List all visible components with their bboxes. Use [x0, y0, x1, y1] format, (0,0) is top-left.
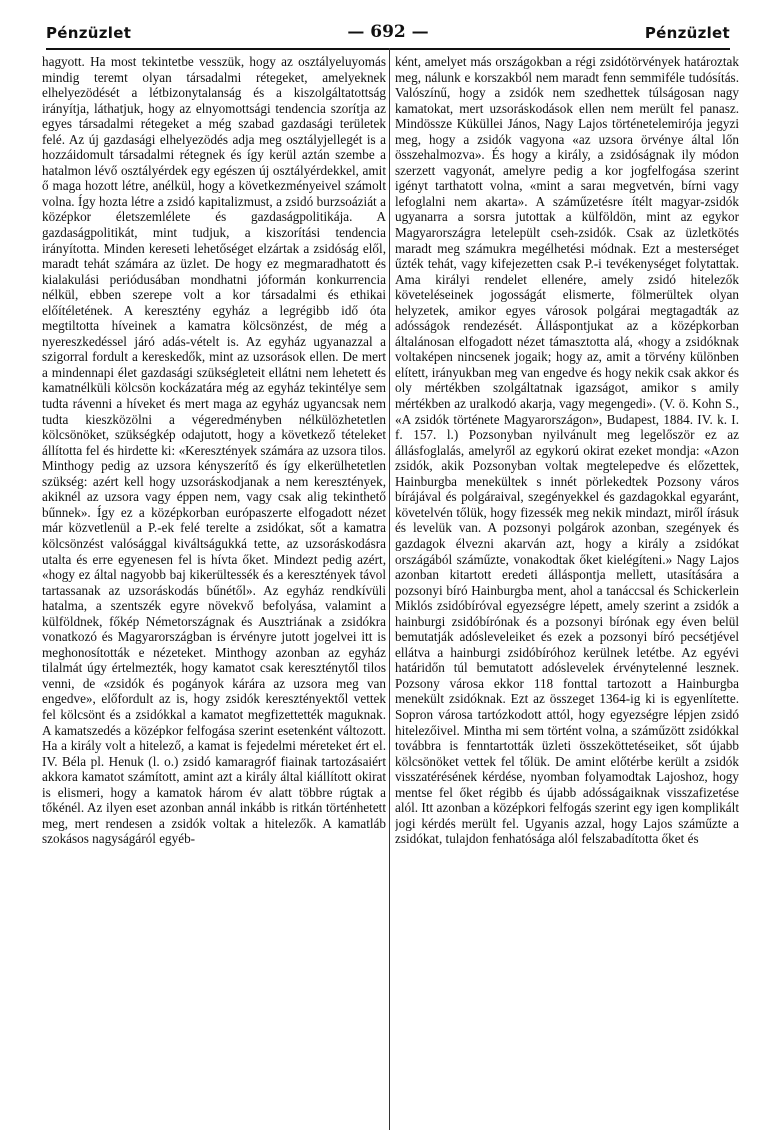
- column-divider: [389, 48, 390, 1130]
- running-header: [46, 22, 730, 48]
- header-right-title: Pénzüzlet: [644, 24, 730, 42]
- left-column: [42, 54, 386, 1128]
- right-column: [395, 54, 739, 1128]
- header-rule: [46, 48, 730, 50]
- left-column-text: hagyott. Ha most tekintetbe vesszük, hogy az osztályeluyomás mindig teremt olyan társadalmi rétegeket, amelyeknek elhelyezödését a létbizonytalanság és a kiszolgáltatottság irányítja, láthatjuk, hogy az elnyomottsági tendencia szorítja az egyes társadalmi rétegeket a még szabad gazdasági területek felé. Az új gazdasági elhelyezödés adja meg osztályjellegét is a hozzáidomult társadalmi rétegnek és így kerül aztán szembe a hatalmon lévő osztályérdek egy egészen új osztályérdekkel, amit ő maga hozott létre, anélkül, hogy a következményeivel számolt volna. Így hozta létre a zsidó kapitalizmust, a zsidó burzsoáziát a középkor életszemlélete és gazdaságpolitikája. A gazdaságpolitikát, mint tudjuk, a kiszorítási tendencia irányította. Minden kereseti lehetőséget elzártak a zsidóság elől, maradt tehát számára az üzlet. De hogy ez megmaradhatott és kialakulási periódusában mondhatni jóformán konkurrencia nélkül, ebben szerepe volt a kor társadalmi és ethikai előítéletének. A keresztény egyház a legrégibb idő óta megtiltotta híveinek a kamatra kölcsönzést, de még a nyereszkedéssel járó adás-vételt is. Az egyház ugyanazzal a szigorral fordult a kereskedők, mint az uzsorások ellen. De mert a mindennapi élet gazdasági szükségleteit ellátni nem lehetett és kamatnélküli kölcsön kockázatára még az egyház tekintélye sem tudta rávenni a híveket és mert maga az egyház ugyancsak nem tudta kieszközölni a végeredményben nélkülözhetetlen kölcsönöket, szükségkép odajutott, hogy a következő tételeket állította fel és hirdette ki: «Keresztények számára az uzsora tilos. Minthogy pedig az uzsora kényszerítő és így elkerülhetetlen szükség: azért kell hogy uzsoráskodjanak a nem keresztények, akiknél az uzsora vagy éppen nem, vagy csak alig tekinthető bűnnek». Így ez a középkorban európaszerte elfogadott nézet már közvetlenül a P.-ek felé terelte a zsidókat, sőt a kamatra kölcsönzést valósággal kiváltságukká tette, az uzsoráskodásra utalta és erre egyenesen fel is hívta őket. Mindezt pedig azért, «hogy ez által nagyobb baj kikerültessék és a keresztények távol tartassanak az uzsoráskodás bűnétől». Az egyház rendkívüli hatalma, a szentszék egyre növekvő befolyása, valamint a külföldnek, főkép Németországnak és Ausztriának a zsidókra vonatkozó és Magyarországban is érvényre jutott jogelvei itt is meghonosították e nézeteket. Minthogy azonban az egyház tilalmát úgy értelmezték, hogy kamatot csak kereszténytől tilos venni, de «zsidók és pogányok kárára az uzsora meg van engedve», előfordult az is, hogy zsidók keresztényektől vettek fel kölcsönt és a zsidókkal a kamatot megfizettették maguknak. A kamatszedés a középkor felfogása szerint esetenként változott. Ha a király volt a hitelező, a kamat is fejedelmi méreteket ért el. IV. Béla pl. Henuk (l. o.) zsidó kamaragróf fiainak tartozásaiért akkora kamatot számított, amint azt a király által kiállított okirat is elismeri, hogy a kamatok három év alatt többre rúgtak a tőkénél. Az ilyen eset azonban annál inkább is ritkán történhetett meg, mert rendesen a zsidók voltak a hitelezők. A kamatláb szokásos nagyságáról egyéb-: [42, 54, 386, 847]
- header-left-title: Pénzüzlet: [46, 24, 132, 42]
- right-column-text: ként, amelyet más országokban a régi zsidótörvények határoztak meg, nálunk e korszakból nem maradt fenn semmiféle tudósítás. Valószínű, hogy a zsidók nem szedhettek túlságosan nagy kamatokat, mert uzsoráskodások ellen nem merült fel panasz. Mindössze Küküllei János, Nagy Lajos történetelemirója jegyzi meg, hogy a zsidók vagyona «az uzsora örvénye által lőn összehalmozva». És hogy a király, a zsidóságnak ily módon szerzett vagyonát, amelyre pedig a kor jogfelfogása szerint igényt tarthatott volna, «mint a saraı megvetvén, bírni vagy lefoglalni nem akarta». A száműzetésre ítélt magyar-zsidók ugyanarra a sorsra jutottak a külföldön, mint az egykor Magyarországra letelepült cseh-zsidók. Csak az üzletkötés maradt meg számukra megélhetési módnak. Ezt a mesterséget űzték tehát, vagy kifejezetten csak P.-i tevékenységet folytattak. Ama királyi rendelet ellenére, amely zsidó hitelezők követeléseinek jogosságát elismerte, fölmerültek olyan helyzetek, amikor egyes városok polgárai megtagadták az adósságok rendezését. Álláspontjukat az a középkorban általánosan elfogadott nézet támasztotta alá, «hogy a zsidóknak voltaképen nincsenek jogaik; hogy az, amit a törvény különben elített, irányukban meg van engedve és hogy nekik csak akkor és oly mértékben szolgáltatnak igazságot, amikor s amily mértékben az uralkodó akarja, vagy megengedi». (V. ö. Kohn S., «A zsidók története Magyarországon», Budapest, 1884. IV. k. I. f. 157. l.) Pozsonyban nyilvánult meg legelőször ez az állásfoglalás, amelyről az egykorú okirat ezeket mondja: «Azon zsidók, akik Pozsonyban voltak megtelepedve és előzettek, Hainburgba menekültek s innét pörlekedtek Pozsony város bírájával és polgáraival, szegényekkel és gazdagokkal egyaránt, követelvén tőlük, hogy fizessék meg nekik mindazt, miről írásuk és levelük van. A pozsonyi polgárok azonban, szegények és gazdagok élvezni akarván azt, hogy a király a zsidókat országából száműzte, vonakodtak őket kielégíteni.» Nagy Lajos azonban kitartott eredeti álláspontja mellett, utasítására a pozsonyi bíró Hainburgba ment, ahol a tanáccsal és Schickerlein Miklós zsidóbíróval egyezségre lépett, amely szerint a zsidók a hainburgi zsidóbírónak és a pozsonyi bírónak egy éven belül bemutatják adósleveleiket és ezek a pozsonyi bíró pecsétjével ellátva a hainburgi zsidóbíróhoz kerülnek letétbe. Az egyévi határidőn túl bemutatott adóslevelek érvénytelenné lesznek. Pozsony városa ekkor 118 fonttal tartozott a Hainburgba menekült zsidóknak. Ezt az összeget 1364-ig ki is egyenlítette. Sopron városa tartózkodott attól, hogy egyezségre lépjen zsidó hitelezőivel. Mintha mi sem történt volna, a száműzött zsidókkal továbbra is fenntartották üzleti összeköttetéseiket, sőt újabb kölcsönöket vettek fel tőlük. De amint előtérbe került a zsidók visszatérésének kérdése, nyomban folyamodtak Lajoshoz, hogy mentse fel őket régibb és újabb adósságaiknak visszafizetése alól. Itt azonban a középkori felfogás szerint egy igen komplikált jogi kérdés merült fel. Ugyanis azzal, hogy Lajos száműzte a zsidókat, tulajdon fenhatósága alól felszabadította őket és: [395, 54, 739, 847]
- page-number: — 692 —: [347, 22, 429, 42]
